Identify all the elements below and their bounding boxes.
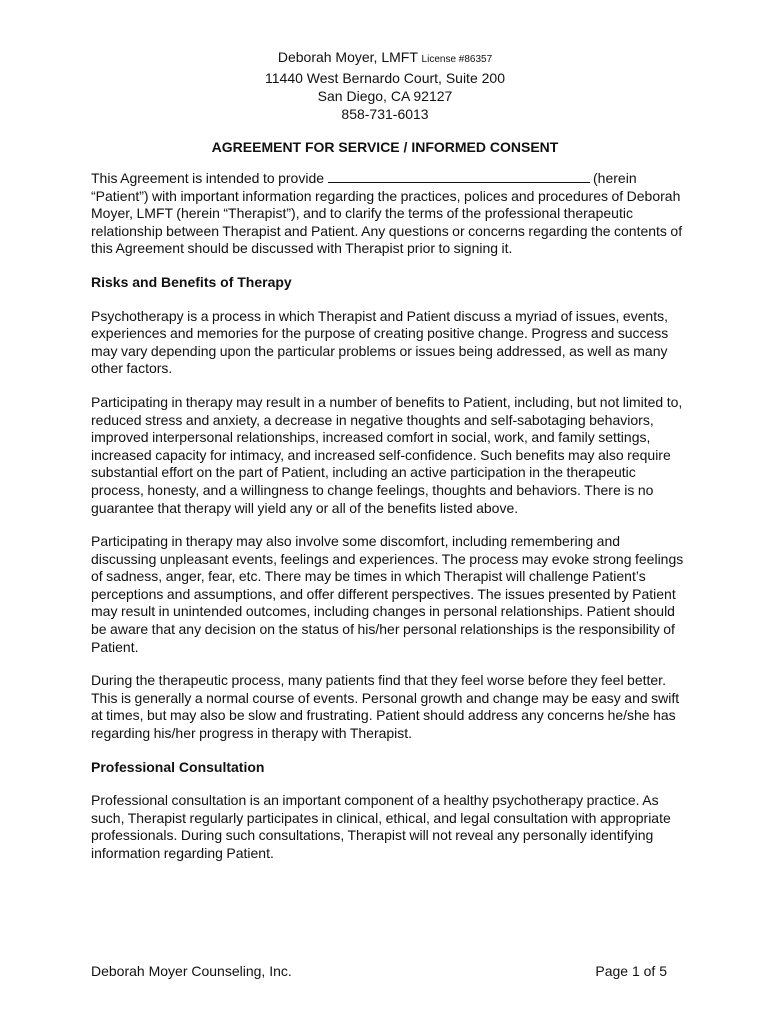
- intro-text-rest: (herein “Patient”) with important information regarding the practices, polices and procedures of Deborah Moyer, LMFT (herein “Therapist”), and to clarify the terms of the professional therapeutic relationship between Therapist and Patient. Any questions or concerns regarding the contents of this Agreement should be discussed with Therapist prior to signing it.: [91, 170, 683, 257]
- consultation-heading: Professional Consultation: [91, 758, 265, 775]
- footer-company: Deborah Moyer Counseling, Inc.: [91, 963, 292, 979]
- intro-text-start: This Agreement is intended to provide: [91, 170, 328, 186]
- risks-paragraph-2: Participating in therapy may result in a number of benefits to Patient, including, but not limited to, reduced stress and anxiety, a decrease in negative thoughts and self-sabotaging behaviors, improved interpersonal relationships, increased comfort in social, work, and family settings, increased capacity for intimacy, and increased self-confidence. Such benefits may also require substantial effort on the part of Patient, including an active participation in the therapeutic process, honesty, and a willingness to change feelings, thoughts and behaviors. There is no guarantee that therapy will yield any or all of the benefits listed above.: [91, 393, 683, 516]
- risks-paragraph-4: During the therapeutic process, many patients find that they feel worse before they feel better. This is generally a normal course of events. Personal growth and change may be easy and swift at times, but may also be slow and frustrating. Patient should address any concerns he/she has regarding his/her progress in therapy with Therapist.: [91, 672, 680, 742]
- intro-paragraph: [91, 170, 685, 258]
- address-line-1: 11440 West Bernardo Court, Suite 200: [265, 70, 505, 86]
- document-title: AGREEMENT FOR SERVICE / INFORMED CONSENT: [211, 139, 559, 155]
- risks-heading: Risks and Benefits of Therapy: [91, 273, 292, 290]
- phone-number: 858-731-6013: [341, 106, 429, 122]
- risks-paragraph-1: Psychotherapy is a process in which Therapist and Patient discuss a myriad of issues, events, experiences and memories for the purpose of creating positive change. Progress and success may vary depending upon the particular problems or issues being addressed, as well as many other factors.: [91, 307, 669, 377]
- risks-paragraph-3: Participating in therapy may also involve some discomfort, including remembering and discussing unpleasant events, feelings and experiences. The process may evoke strong feelings of sadness, anger, fear, etc. There may be times in which Therapist will challenge Patient’s perceptions and assumptions, and offer different perspectives. The issues presented by Patient may result in unintended outcomes, including changes in personal relationships. Patient should be aware that any decision on the status of his/her personal relationships is the responsibility of Patient.: [91, 533, 684, 655]
- license-number: License #86357: [421, 54, 493, 65]
- therapist-name: Deborah Moyer, LMFT: [277, 49, 418, 65]
- address-line-2: San Diego, CA 92127: [317, 88, 453, 104]
- letterhead-name-line: [0, 48, 770, 69]
- page-number: Page 1 of 5: [595, 963, 667, 979]
- document-body: [91, 170, 685, 879]
- letterhead: [0, 48, 770, 123]
- patient-name-blank[interactable]: [328, 170, 590, 183]
- consultation-paragraph: Professional consultation is an important component of a healthy psychotherapy practice. As such, Therapist regularly participates in clinical, ethical, and legal consultation with appropriate professionals. During such consultations, Therapist will not reveal any personally identifying information regarding Patient.: [91, 792, 671, 861]
